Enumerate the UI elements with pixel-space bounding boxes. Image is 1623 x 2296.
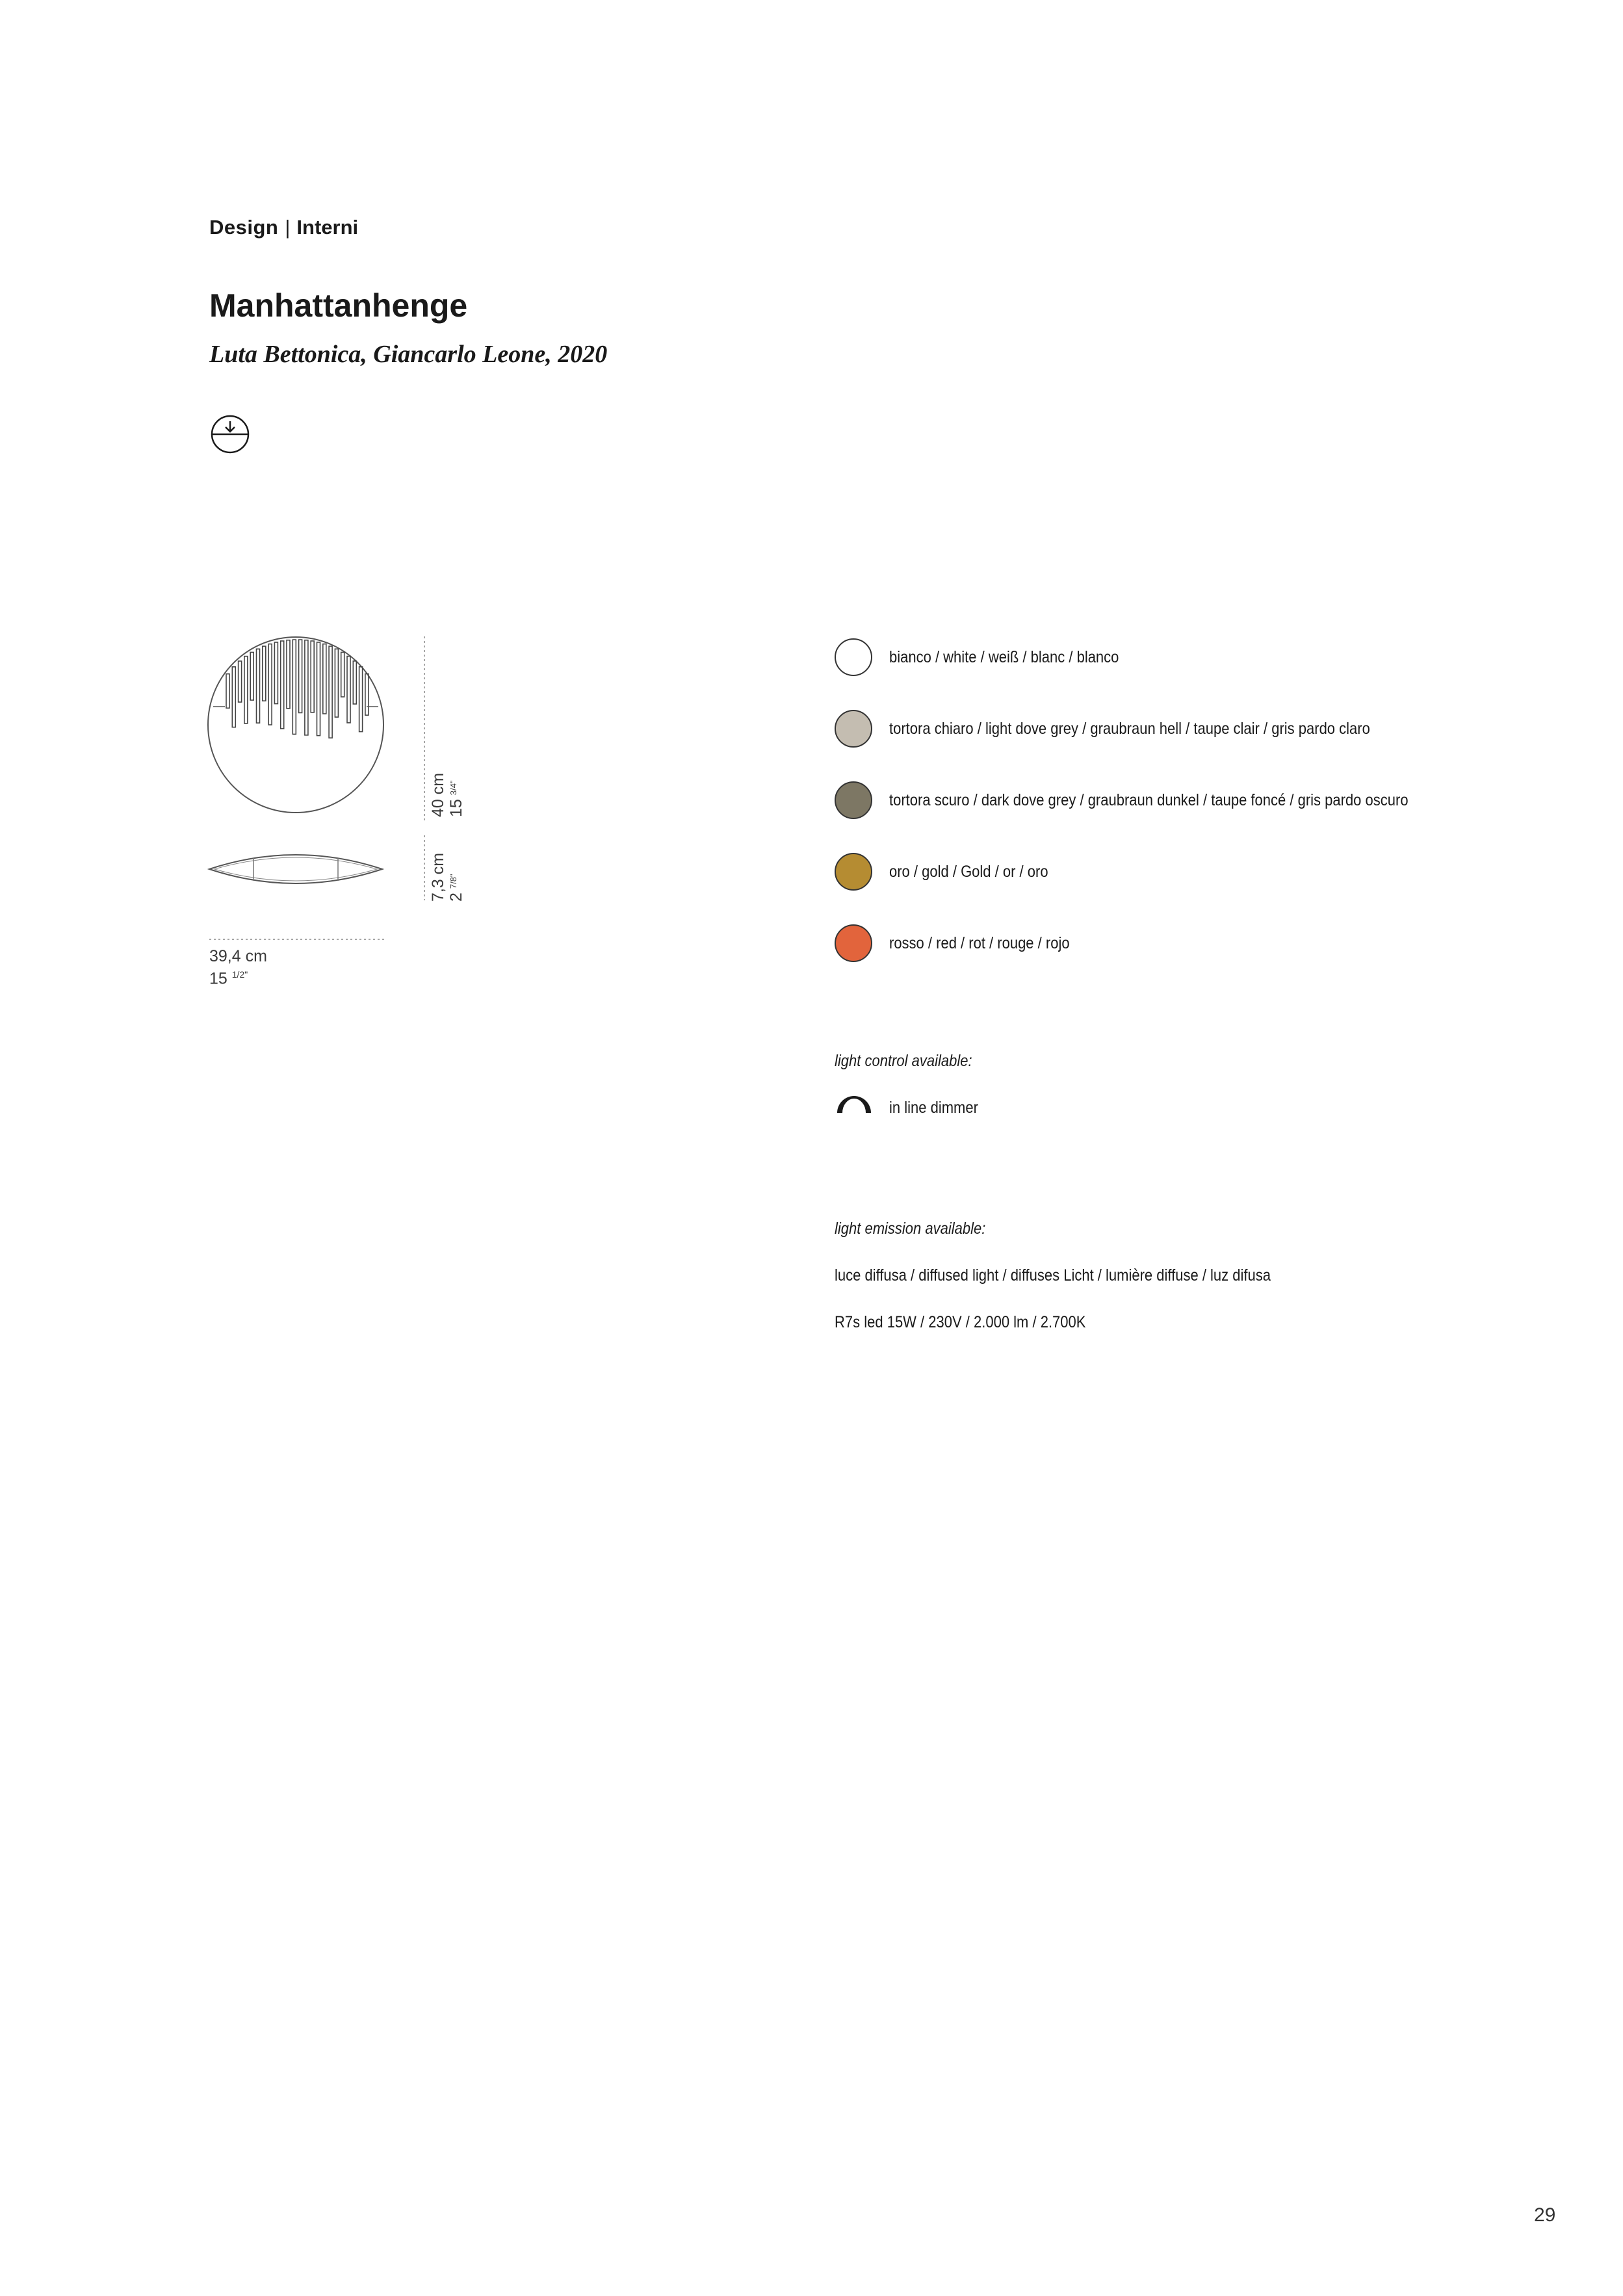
color-option-light-dove-grey [835, 710, 1582, 781]
decorative-rod [329, 646, 332, 738]
decorative-rod [263, 646, 266, 701]
color-label: tortora chiaro / light dove grey / graubraun hell / taupe clair / gris pardo claro [889, 720, 1370, 738]
light-emission-heading: light emission available: [835, 1220, 986, 1238]
color-label: rosso / red / rot / rouge / rojo [889, 934, 1070, 952]
depth-dimension-in [447, 874, 465, 902]
brand-label: Design [209, 216, 279, 239]
decorative-rod [232, 667, 235, 727]
color-label: tortora scuro / dark dove grey / graubraun dunkel / taupe foncé / gris pardo oscuro [889, 791, 1409, 809]
color-swatch [835, 781, 872, 819]
decorative-rod [353, 661, 356, 704]
color-swatch [835, 638, 872, 676]
product-designers: Luta Bettonica, Giancarlo Leone, 2020 [209, 341, 608, 368]
light-emission-type: luce diffusa / diffused light / diffuses Licht / lumière diffuse / luz difusa [835, 1266, 1271, 1285]
decorative-rod [347, 657, 350, 723]
product-title: Manhattanhenge [209, 287, 468, 324]
ceiling-mount-icon [209, 413, 251, 455]
page-number: 29 [1534, 2204, 1556, 2226]
color-option-red [835, 924, 1582, 996]
decorative-rod [365, 674, 369, 716]
color-option-gold [835, 853, 1582, 924]
width-in: 15 $^{1/2"}$ [209, 969, 248, 988]
light-control-heading: light control available: [835, 1052, 972, 1070]
dimmer-label: in line dimmer [889, 1099, 978, 1117]
decorative-rod [239, 661, 242, 702]
color-option-dark-dove-grey [835, 781, 1582, 853]
height-in: $15^{3/4"}$ [447, 780, 465, 817]
decorative-rod [341, 652, 344, 697]
depth-cm: 7,3 cm [429, 852, 447, 902]
height-cm: 40 cm [429, 772, 447, 817]
decorative-rod [305, 640, 308, 735]
color-label: oro / gold / Gold / or / oro [889, 863, 1048, 881]
decorative-rod [317, 642, 320, 736]
decorative-rod [359, 667, 363, 732]
color-swatch [835, 924, 872, 962]
decorative-rod [244, 657, 248, 724]
height-dimension-in [447, 780, 465, 817]
dimmer-icon [835, 1091, 874, 1117]
collection-label: Interni [296, 216, 359, 239]
depth-in: $2^{7/8"}$ [447, 874, 465, 902]
decorative-rod [281, 641, 284, 729]
decorative-rod [323, 644, 326, 714]
decorative-rod [274, 642, 278, 704]
depth-dimension [429, 853, 447, 902]
decorative-rod [250, 652, 253, 700]
light-source-spec: R7s led 15W / 230V / 2.000 lm / 2.700K [835, 1313, 1086, 1331]
technical-drawing [207, 634, 506, 998]
color-option-white [835, 638, 1582, 710]
color-swatch [835, 710, 872, 748]
header-separator: | [285, 216, 291, 239]
decorative-rod [299, 640, 302, 712]
decorative-rod [287, 640, 290, 709]
color-label: bianco / white / weiß / blanc / blanco [889, 648, 1119, 666]
decorative-rod [335, 649, 338, 717]
decorative-rod [268, 644, 272, 725]
height-dimension [429, 773, 447, 817]
color-swatch [835, 853, 872, 891]
decorative-rod [311, 641, 314, 712]
decorative-rod [257, 649, 260, 723]
side-view [209, 855, 382, 883]
collection-header [209, 215, 358, 241]
color-list [835, 638, 1582, 996]
front-view [208, 637, 383, 813]
decorative-rod [226, 674, 229, 709]
width-dimension [209, 947, 267, 987]
decorative-rod [292, 640, 296, 734]
width-cm: 39,4 cm [209, 947, 267, 965]
